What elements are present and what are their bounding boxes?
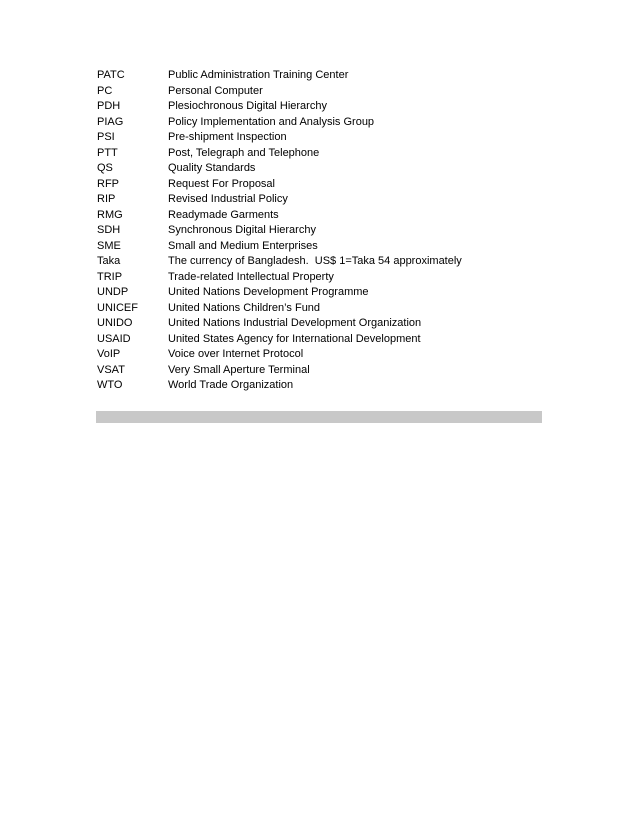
- definition: Policy Implementation and Analysis Group: [168, 115, 375, 128]
- definition: Voice over Internet Protocol: [168, 348, 304, 360]
- definition: Personal Computer: [168, 84, 263, 97]
- glossary-row: [97, 68, 542, 84]
- definition: Small and Medium Enterprises: [168, 239, 318, 252]
- glossary-row: [97, 208, 542, 224]
- abbreviation: TRIP: [97, 270, 123, 283]
- definition: Public Administration Training Center: [168, 69, 349, 81]
- definition: United Nations Development Programme: [168, 286, 369, 298]
- abbreviation: PTT: [97, 146, 118, 159]
- abbreviations-list: [97, 68, 542, 394]
- glossary-row: [97, 223, 542, 239]
- abbreviation: SDH: [97, 224, 121, 236]
- abbreviation: USAID: [97, 332, 131, 345]
- definition: United Nations Children’s Fund: [168, 301, 321, 314]
- abbreviation: UNICEF: [97, 301, 138, 314]
- definition: United States Agency for International Development: [168, 332, 421, 345]
- abbreviation: PDH: [97, 100, 121, 112]
- definition: Revised Industrial Policy: [168, 193, 288, 205]
- definition: Readymade Garments: [168, 208, 279, 221]
- glossary-row: [97, 285, 542, 301]
- abbreviation: RFP: [97, 177, 119, 190]
- abbreviation: VoIP: [97, 348, 121, 360]
- abbreviation: PIAG: [97, 115, 124, 128]
- glossary-row: [97, 378, 542, 394]
- glossary-row: [97, 270, 542, 286]
- glossary-row: [97, 316, 542, 332]
- section-divider-bar: [96, 411, 542, 423]
- abbreviation: PC: [97, 84, 113, 97]
- definition: Very Small Aperture Terminal: [168, 363, 310, 376]
- abbreviation: QS: [97, 162, 113, 174]
- glossary-row: [97, 161, 542, 177]
- glossary-row: [97, 347, 542, 363]
- glossary-row: [97, 177, 542, 193]
- glossary-row: [97, 84, 542, 100]
- definition: The currency of Bangladesh. US$ 1=Taka 54 approximately: [168, 255, 462, 267]
- definition: World Trade Organization: [168, 379, 294, 391]
- abbreviation: UNDP: [97, 286, 129, 298]
- definition: Trade-related Intellectual Property: [168, 270, 334, 283]
- abbreviation: UNIDO: [97, 317, 133, 329]
- abbreviation: PATC: [97, 69, 125, 81]
- glossary-row: [97, 332, 542, 348]
- abbreviation: RIP: [97, 193, 116, 205]
- abbreviation: RMG: [97, 208, 123, 221]
- definition: Pre-shipment Inspection: [168, 131, 287, 143]
- definition: United Nations Industrial Development Organization: [168, 317, 422, 329]
- abbreviation: WTO: [97, 379, 123, 391]
- glossary-row: [97, 363, 542, 379]
- definition: Request For Proposal: [168, 177, 275, 190]
- glossary-row: [97, 146, 542, 162]
- abbreviation: Taka: [97, 255, 121, 267]
- definition: Plesiochronous Digital Hierarchy: [168, 100, 327, 112]
- glossary-row: [97, 115, 542, 131]
- definition: Post, Telegraph and Telephone: [168, 146, 320, 159]
- glossary-row: [97, 254, 542, 270]
- glossary-row: [97, 239, 542, 255]
- glossary-row: [97, 130, 542, 146]
- definition: Synchronous Digital Hierarchy: [168, 224, 316, 236]
- glossary-row: [97, 192, 542, 208]
- abbreviation: PSI: [97, 131, 115, 143]
- abbreviation: SME: [97, 239, 121, 252]
- definition: Quality Standards: [168, 162, 256, 174]
- glossary-row: [97, 301, 542, 317]
- abbreviation: VSAT: [97, 363, 125, 376]
- glossary-row: [97, 99, 542, 115]
